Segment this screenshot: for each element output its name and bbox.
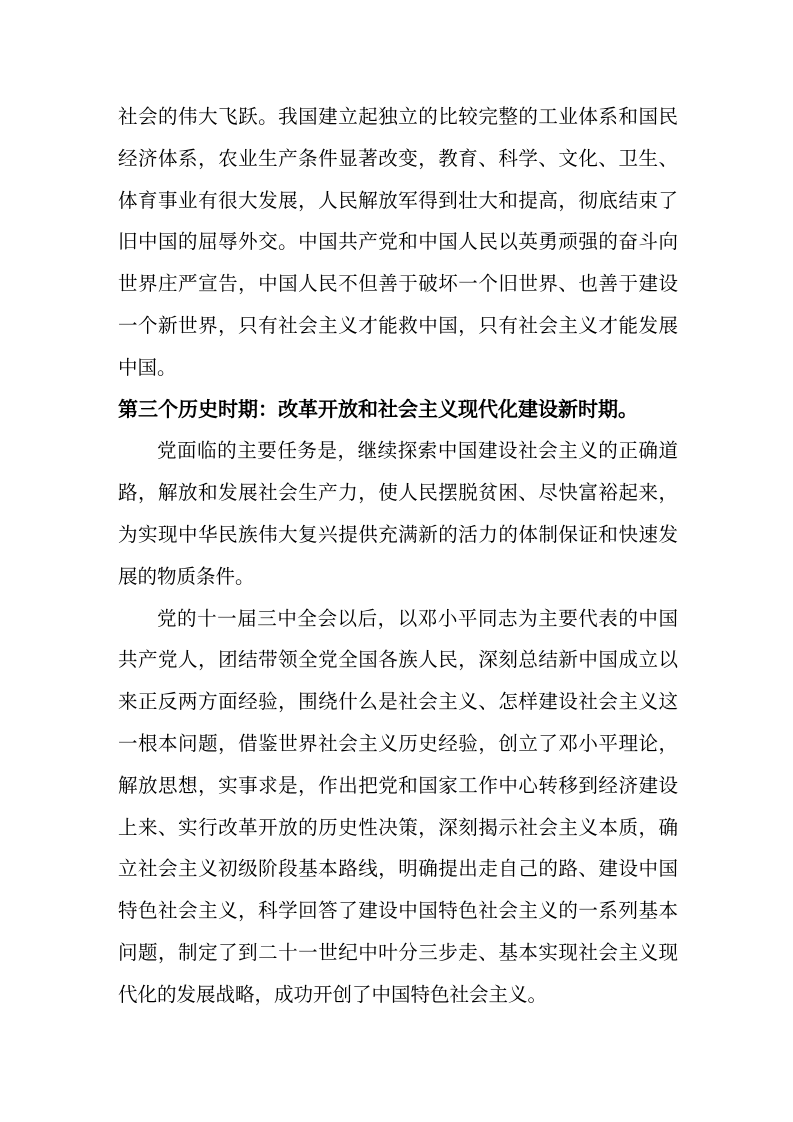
paragraph-main-tasks: 党面临的主要任务是，继续探索中国建设社会主义的正确道路，解放和发展社会生产力，使人民摆脱贫困、尽快富裕起来，为实现中华民族伟大复兴提供充满新的活力的体制保证和快速发展的物质条件。	[118, 441, 678, 588]
text-content	[118, 97, 678, 1017]
section-heading-third-historical-period: 第三个历史时期：改革开放和社会主义现代化建设新时期。	[118, 398, 638, 421]
paragraph-continuation: 社会的伟大飞跃。我国建立起独立的比较完整的工业体系和国民经济体系，农业生产条件显著改变，教育、科学、文化、卫生、体育事业有很大发展，人民解放军得到壮大和提高，彻底结束了旧中国的屈辱外交。中国共产党和中国人民以英勇顽强的奋斗向世界庄严宣告，中国人民不但善于破坏一个旧世界、也善于建设一个新世界，只有社会主义才能救中国，只有社会主义才能发展中国。	[118, 107, 678, 379]
paragraph-third-plenary-session: 党的十一届三中全会以后，以邓小平同志为主要代表的中国共产党人，团结带领全党全国各族人民，深刻总结新中国成立以来正反两方面经验，围绕什么是社会主义、怎样建设社会主义这一根本问题，借鉴世界社会主义历史经验，创立了邓小平理论，解放思想，实事求是，作出把党和国家工作中心转移到经济建设上来、实行改革开放的历史性决策，深刻揭示社会主义本质，确立社会主义初级阶段基本路线，明确提出走自己的路、建设中国特色社会主义，科学回答了建设中国特色社会主义的一系列基本问题，制定了到二十一世纪中叶分三步走、基本实现社会主义现代化的发展战略，成功开创了中国特色社会主义。	[118, 608, 678, 1006]
